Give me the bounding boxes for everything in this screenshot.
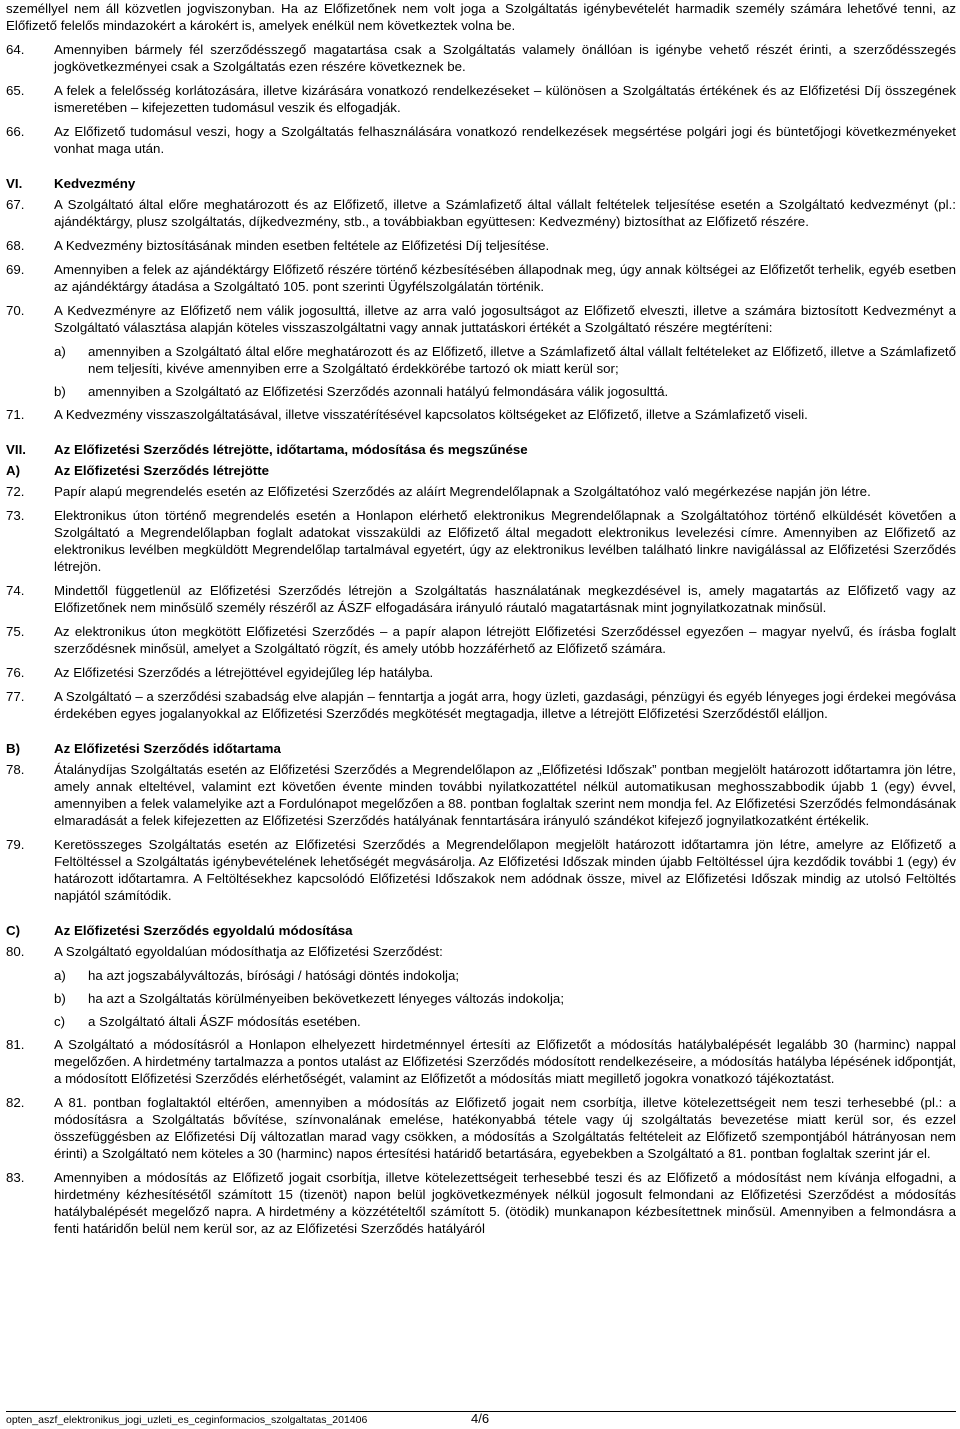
paragraph-number: 77. <box>6 689 25 704</box>
paragraph-number: 68. <box>6 238 25 253</box>
paragraph-number: 76. <box>6 665 25 680</box>
paragraph-77 <box>6 688 956 722</box>
subitem-letter: b) <box>54 991 66 1006</box>
paragraph-number: 67. <box>6 197 25 212</box>
paragraph-74 <box>6 582 956 616</box>
subitem-80-b <box>54 990 956 1007</box>
subsection-title: Az Előfizetési Szerződés időtartama <box>54 741 281 756</box>
paragraph-text: A Kedvezmény biztosításának minden esetben feltétele az Előfizetési Díj teljesítése. <box>54 238 550 253</box>
paragraph-text: Amennyiben bármely fél szerződésszegő magatartása csak a Szolgáltatás valamely önállóan is igénybe vehető részét érinti, a szerződésszegés jogkövetkezményei csak a Szolgáltatás ezen részére következnek be. <box>54 42 956 74</box>
paragraph-number: 73. <box>6 508 25 523</box>
paragraph-69 <box>6 261 956 295</box>
paragraph-82 <box>6 1094 956 1162</box>
subitem-80-a <box>54 967 956 984</box>
paragraph-number: 72. <box>6 484 25 499</box>
paragraph-text: Az elektronikus úton megkötött Előfizetési Szerződés – a papír alapon létrejött Előfizetési Szerződéssel egyezően – magyar nyelvű, és írásba foglalt szerződésnek minősül, amelyet a Szolgáltató rögzít, és amely utóbb hozzáférhető az Előfizető számára. <box>54 624 956 656</box>
paragraph-72 <box>6 483 956 500</box>
paragraph-number: 74. <box>6 583 25 598</box>
footer-filename: opten_aszf_elektronikus_jogi_uzleti_es_ceginformacios_szolgaltatas_201406 <box>6 1414 368 1426</box>
subsection-heading-a <box>6 462 956 479</box>
paragraph-number: 75. <box>6 624 25 639</box>
paragraph-text: A felek a felelősség korlátozására, illetve kizárására vonatkozó rendelkezéseket – különösen a Szolgáltatás értékének és az Előfizetési Díj összegének ismeretében – kifejezetten tudomásul veszik és elfogadják. <box>54 83 956 115</box>
paragraph-text: Amennyiben a módosítás az Előfizető jogait csorbítja, illetve kötelezettségeit terhesebbé teszi és az Előfizető a módosítást nem kívánja elfogadni, a hirdetmény kézhesítésétől számított 15 (tizenöt) napon belül jogkövetkezmények nélkül jogosult felmondani az Előfizetési Szerződést a módosítás hatálybalépését megelőző napra. A hirdetmény a közzétételtől számított 5. (ötödik) munkanapon kézbesítettnek minősül. Amennyiben a felmondásra a fenti határidőn belül nem kerül sor, az az Előfizetési Szerződés hatályáról <box>54 1170 956 1236</box>
page-number: 4/6 <box>471 1411 490 1426</box>
paragraph-number: 69. <box>6 262 25 277</box>
paragraph-number: 64. <box>6 42 25 57</box>
paragraph-text: Az Előfizető tudomásul veszi, hogy a Szolgáltatás felhasználására vonatkozó rendelkezések megsértése polgári jogi és büntetőjogi következményeket vonhat maga után. <box>54 124 956 156</box>
subitem-text: ha azt jogszabályváltozás, bírósági / hatósági döntés indokolja; <box>88 968 460 983</box>
paragraph-78 <box>6 761 956 829</box>
paragraph-text: Átalánydíjas Szolgáltatás esetén az Előfizetési Szerződés a Megrendelőlapon az „Előfizetési Időszak” pontban megjelölt határozott időtartamra jön létre, amely annak elteltével, valamint ezt követően évente minden további nyilatkozattétel nélkül automatikusan meghosszabbodik újabb 1 (egy) évvel, amennyiben a felek valamelyike azt a Fordulónapot megelőzően a 88. pontban foglaltak szerint nem mondja fel. Az Előfizetési Szerződés felmondásának elmaradását a felek kifejezetten az Előfizetési Szerződés hatályának fenntartására irányuló szándékot kifejező jognyilatkozatként értékelik. <box>54 762 956 828</box>
paragraph-65 <box>6 82 956 116</box>
paragraph-number: 78. <box>6 762 25 777</box>
paragraph-text: A Kedvezmény visszaszolgáltatásával, illetve visszatérítésével kapcsolatos költségeket az Előfizető, illetve a Számlafizető viseli. <box>54 407 808 422</box>
paragraph-number: 79. <box>6 837 25 852</box>
paragraph-67 <box>6 196 956 230</box>
subsection-number: A) <box>6 463 21 478</box>
subsection-heading-b <box>6 740 956 757</box>
paragraph-text: A Kedvezményre az Előfizető nem válik jogosulttá, illetve az arra való jogosultságot az Előfizető elveszti, illetve a számára biztosított Kedvezményt a Szolgáltató választása alapján köteles visszaszolgáltatni vagy annak juttatáskori értékét a Szolgáltató részére megtéríteni: <box>54 303 956 335</box>
paragraph-81 <box>6 1036 956 1087</box>
paragraph-number: 66. <box>6 124 25 139</box>
subitem-letter: a) <box>54 344 66 359</box>
paragraph-text: Amennyiben a felek az ajándéktárgy Előfizető részére történő kézbesítésében állapodnak meg, úgy annak költségei az Előfizetőt terhelik, egyéb esetben az ajándéktárgy átadása a Szolgáltató 105. pont szerinti Ügyfélszolgálatán történik. <box>54 262 956 294</box>
paragraph-number: 83. <box>6 1170 25 1185</box>
subitem-text: ha azt a Szolgáltatás körülményeiben bekövetkezett lényeges változás indokolja; <box>88 991 565 1006</box>
subsection-number: B) <box>6 741 21 756</box>
section-title: Az Előfizetési Szerződés létrejötte, időtartama, módosítása és megszűnése <box>54 442 528 457</box>
subitem-80-c <box>54 1013 956 1030</box>
paragraph-68 <box>6 237 956 254</box>
paragraph-group-64-66 <box>6 41 956 157</box>
subitem-letter: a) <box>54 968 66 983</box>
section-title: Kedvezmény <box>54 176 136 191</box>
section-heading-vi <box>6 175 956 192</box>
document-page <box>6 0 956 1244</box>
paragraph-71 <box>6 406 956 423</box>
paragraph-number: 70. <box>6 303 25 318</box>
subitem-letter: c) <box>54 1014 66 1029</box>
paragraph-number: 65. <box>6 83 25 98</box>
paragraph-text: Mindettől függetlenül az Előfizetési Szerződés létrejön a Szolgáltatás használatának megkezdésével is, amely magatartás az Előfizető vagy az Előfizetőnek nem minősülő személy részéről az ÁSZF elfogadására irányuló ráutaló magatartásnak mint jognyilatkozatnak minősül. <box>54 583 956 615</box>
paragraph-70 <box>6 302 956 336</box>
lead-paragraph: személlyel nem áll közvetlen jogviszonyban. Ha az Előfizetőnek nem volt joga a Szolgáltatás igénybevételét harmadik személy számára lehetővé tenni, az Előfizető felelős mindazokért a károkért is, amelyek enélkül nem következtek volna be. <box>6 1 956 33</box>
subsection-heading-c <box>6 922 956 939</box>
paragraph-text: Papír alapú megrendelés esetén az Előfizetési Szerződés az aláírt Megrendelőlapnak a Szolgáltatóhoz való megérkezése napján jön létre. <box>54 484 871 499</box>
paragraph-number: 81. <box>6 1037 25 1052</box>
paragraph-number: 80. <box>6 944 25 959</box>
paragraph-80 <box>6 943 956 960</box>
section-number: VI. <box>6 176 23 191</box>
paragraph-75 <box>6 623 956 657</box>
paragraph-text: Elektronikus úton történő megrendelés esetén a Honlapon elérhető elektronikus Megrendelőlapnak a Szolgáltatóhoz történő elküldését követően a Szolgáltató a Megrendelőlapban foglalt adatokat visszaküldi az Előfizető által megadott elektronikus levelezési címre. Amennyiben az Előfizető az elektronikus levélben megküldött Megrendelőlap tartalmával egyetért, úgy az elektronikus levélben található linkre navigálással az Előfizetési Szerződés létrejön. <box>54 508 956 574</box>
subitem-text: amennyiben a Szolgáltató által előre meghatározott és az Előfizető, illetve a Számlafizető által vállalt feltételeket az Előfizető, illetve a Számlafizető nem teljesíti, kivéve amennyiben erre a Szolgáltató érdekkörébe tartozó ok miatt kerül sor; <box>88 344 956 376</box>
paragraph-text: Keretösszeges Szolgáltatás esetén az Előfizetési Szerződés a Megrendelőlapon megjelölt határozott időtartamra jön létre, amelyre az Előfizető a Feltöltéssel a Szolgáltatás igénybevételének lehetőségét megvásárolja. Az Előfizetési Időszak minden újabb Feltöltéssel újra kezdődik további 1 (egy) év határozott időtartamra. A Feltöltésekhez kapcsolódó Előfizetési Időszakok nem adódnak össze, mivel az Előfizetési Időszak mindig az utolsó Feltöltés napjától számítódik. <box>54 837 956 903</box>
paragraph-text: Az Előfizetési Szerződés a létrejöttével egyidejűleg lép hatályba. <box>54 665 434 680</box>
subsection-number: C) <box>6 923 21 938</box>
paragraph-64 <box>6 41 956 75</box>
subsection-title: Az Előfizetési Szerződés létrejötte <box>54 463 270 478</box>
paragraph-text: A Szolgáltató a módosításról a Honlapon elhelyezett hirdetménnyel értesíti az Előfizetőt a módosítás hatálybalépését legalább 30 (harminc) nappal megelőzően. A hirdetmény tartalmazza a pontos utalást az Előfizetési Szerződés módosított rendelkezéseire, a módosítás hatályba lépésének időpontját, a módosított Előfizetési Szerződés elérhetőségét, valamint az Előfizetőt a módosítás miatt megillető jogokra vonatkozó tájékoztatást. <box>54 1037 956 1086</box>
subitem-text: a Szolgáltató általi ÁSZF módosítás esetében. <box>88 1014 361 1029</box>
subsection-title: Az Előfizetési Szerződés egyoldalú módosítása <box>54 923 353 938</box>
paragraph-number: 82. <box>6 1095 25 1110</box>
paragraph-text: A 81. pontban foglaltaktól eltérően, amennyiben a módosítás az Előfizető jogait nem csorbítja, illetve kötelezettségeit nem teszi terhesebbé (pl.: a módosításra a Szolgáltatás bővítése, színvonalának emelése, hatékonyabbá tétele vagy új szolgáltatás bevezetése miatt kerül sor, és ezzel összefüggésben az Előfizetési Díj változatlan marad vagy csökken, a módosítás a Szolgáltatás feltételeit az Előfizető szempontjából hátrányosan nem érinti) a Szolgáltató nem köteles a 30 (harminc) napos értesítési határidő betartására, egyebekben a Szolgáltató a 81. pontban foglaltak szerint jár el. <box>54 1095 956 1161</box>
subitem-70-b <box>54 383 956 400</box>
paragraph-76 <box>6 664 956 681</box>
paragraph-text: A Szolgáltató egyoldalúan módosíthatja az Előfizetési Szerződést: <box>54 944 443 959</box>
subitem-70-a <box>54 343 956 377</box>
paragraph-79 <box>6 836 956 904</box>
paragraph-83 <box>6 1169 956 1237</box>
section-heading-vii <box>6 441 956 458</box>
section-number: VII. <box>6 442 26 457</box>
paragraph-66 <box>6 123 956 157</box>
paragraph-text: A Szolgáltató – a szerződési szabadság elve alapján – fenntartja a jogát arra, hogy üzleti, gazdasági, pénzügyi és egyéb lényeges jogi érdekei megóvása érdekében egyes jogalanyokkal az Előfizetési Szerződés megkötését megtagadja, illetve a létrejött Előfizetési Szerződéstől elálljon. <box>54 689 956 721</box>
subitem-letter: b) <box>54 384 66 399</box>
page-footer <box>6 1411 956 1428</box>
paragraph-number: 71. <box>6 407 25 422</box>
subitem-text: amennyiben a Szolgáltató az Előfizetési Szerződés azonnali hatályú felmondására válik jogosulttá. <box>88 384 669 399</box>
paragraph-text: A Szolgáltató által előre meghatározott és az Előfizető, illetve a Számlafizető által vállalt feltételek teljesítése esetén a Szolgáltató kedvezményt (pl.: ajándéktárgy, plusz szolgáltatás, díjkedvezmény, stb., a továbbiakban együttesen: Kedvezmény) biztosíthat az Előfizető részére. <box>54 197 956 229</box>
paragraph-73 <box>6 507 956 575</box>
